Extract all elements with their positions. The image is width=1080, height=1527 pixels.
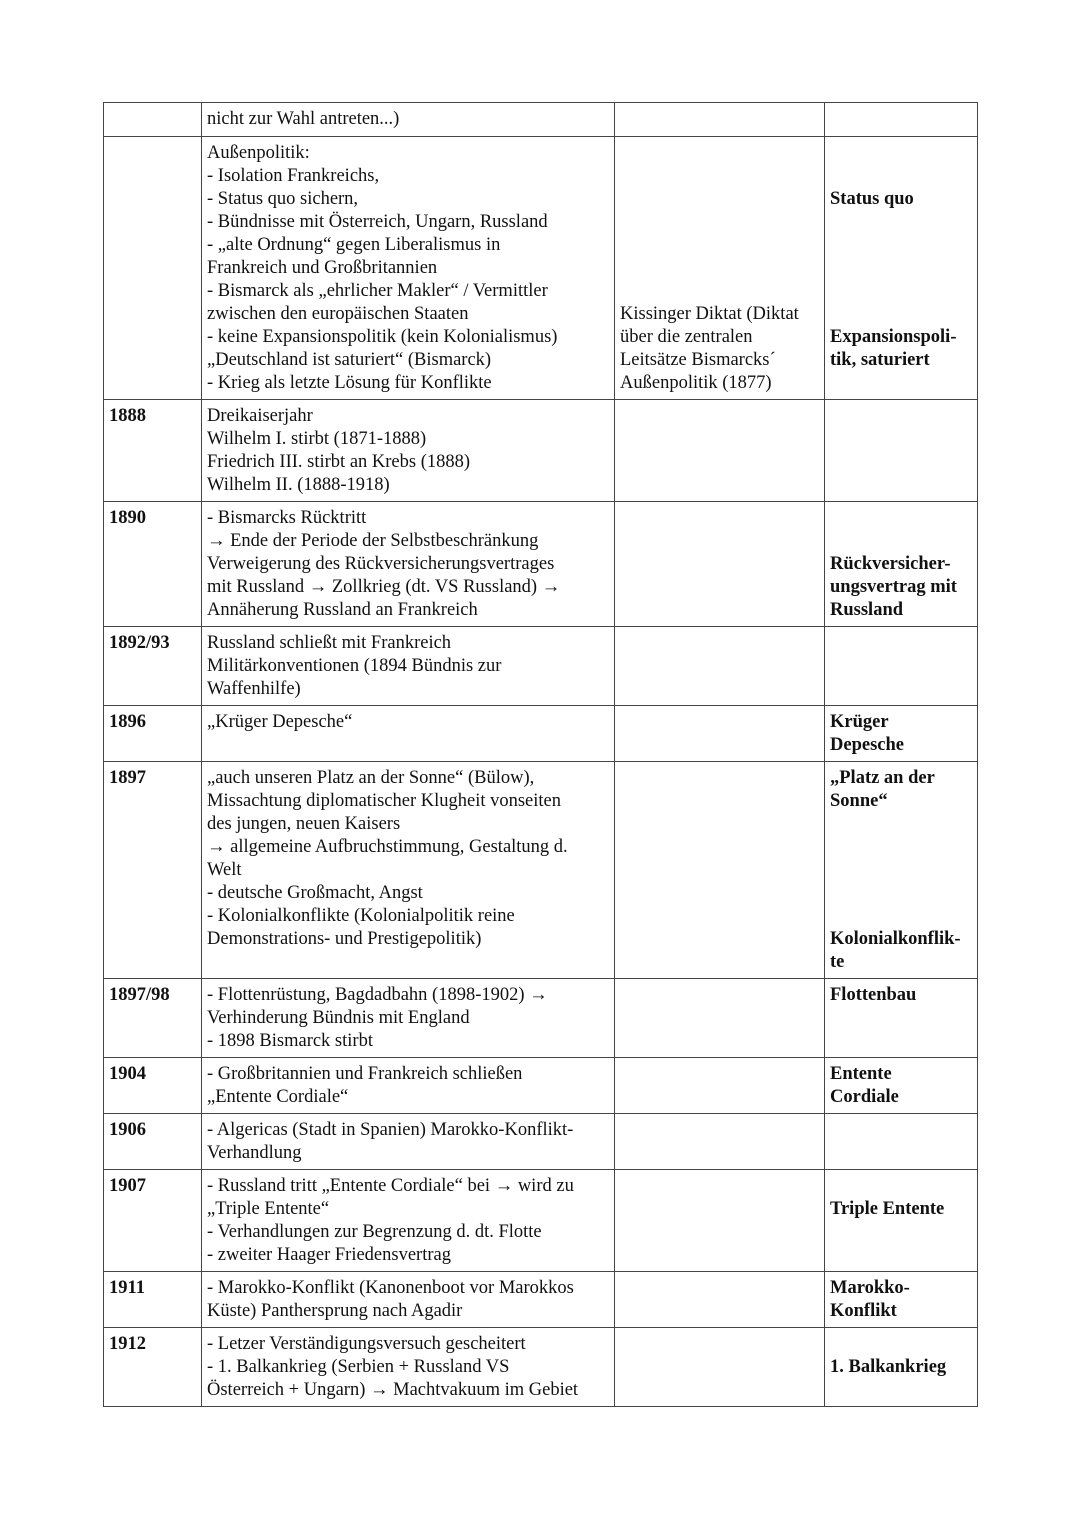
keyword-cell: Status quo Expansionspoli- tik, saturiert [825, 137, 978, 400]
year-cell [104, 103, 202, 137]
table-row [104, 706, 978, 762]
table-row [104, 1114, 978, 1170]
event-cell: „Krüger Depesche“ [202, 706, 615, 762]
source-cell [615, 979, 825, 1058]
event-cell: Dreikaiserjahr Wilhelm I. stirbt (1871-1888) Friedrich III. stirbt an Krebs (1888) Wilhelm II. (1888-1918) [202, 400, 615, 502]
year-cell: 1890 [104, 502, 202, 627]
timeline-table [103, 102, 978, 1407]
year-cell: 1906 [104, 1114, 202, 1170]
source-cell [615, 706, 825, 762]
event-cell: Russland schließt mit Frankreich Militärkonventionen (1894 Bündnis zur Waffenhilfe) [202, 627, 615, 706]
event-cell: Außenpolitik: - Isolation Frankreichs, - Status quo sichern, - Bündnisse mit Österreich, Ungarn, Russland - „alte Ordnung“ gegen Liberalismus in Frankreich und Großbritannien - Bismarck als „ehrlicher Makler“ / Vermittler zwischen den europäischen Staaten - keine Expansionspolitik (kein Kolonialismus) „Deutschland ist saturiert“ (Bismarck) - Krieg als letzte Lösung für Konflikte [202, 137, 615, 400]
table-row [104, 502, 978, 627]
keyword-cell [825, 400, 978, 502]
year-cell: 1892/93 [104, 627, 202, 706]
source-cell [615, 1114, 825, 1170]
year-cell: 1896 [104, 706, 202, 762]
event-cell: - Letzer Verständigungsversuch gescheitert - 1. Balkankrieg (Serbien + Russland VS Österreich + Ungarn) → Machtvakuum im Gebiet [202, 1328, 615, 1407]
keyword-cell: Triple Entente [825, 1170, 978, 1272]
table-row [104, 1328, 978, 1407]
event-cell: „auch unseren Platz an der Sonne“ (Bülow), Missachtung diplomatischer Klugheit vonseiten des jungen, neuen Kaisers → allgemeine Aufbruchstimmung, Gestaltung d. Welt - deutsche Großmacht, Angst - Kolonialkonflikte (Kolonialpolitik reine Demonstrations- und Prestigepolitik) [202, 762, 615, 979]
year-cell: 1907 [104, 1170, 202, 1272]
event-cell: - Algericas (Stadt in Spanien) Marokko-Konflikt- Verhandlung [202, 1114, 615, 1170]
source-cell [615, 103, 825, 137]
year-cell: 1897 [104, 762, 202, 979]
event-cell: - Marokko-Konflikt (Kanonenboot vor Marokkos Küste) Panthersprung nach Agadir [202, 1272, 615, 1328]
event-cell: - Bismarcks Rücktritt → Ende der Periode der Selbstbeschränkung Verweigerung des Rückversicherungsvertrages mit Russland → Zollkrieg (dt. VS Russland) → Annäherung Russland an Frankreich [202, 502, 615, 627]
keyword-cell: Entente Cordiale [825, 1058, 978, 1114]
table-row [104, 1272, 978, 1328]
year-cell: 1888 [104, 400, 202, 502]
year-cell: 1912 [104, 1328, 202, 1407]
keyword-cell: Rückversicher- ungsvertrag mit Russland [825, 502, 978, 627]
event-cell: - Großbritannien und Frankreich schließen „Entente Cordiale“ [202, 1058, 615, 1114]
keyword-cell: „Platz an der Sonne“ Kolonialkonflik- te [825, 762, 978, 979]
source-cell [615, 762, 825, 979]
table-row [104, 979, 978, 1058]
source-cell [615, 1170, 825, 1272]
table-row [104, 627, 978, 706]
table-row [104, 762, 978, 979]
table-row [104, 103, 978, 137]
keyword-cell: 1. Balkankrieg [825, 1328, 978, 1407]
source-cell: Kissinger Diktat (Diktat über die zentralen Leitsätze Bismarcks´ Außenpolitik (1877) [615, 137, 825, 400]
year-cell: 1897/98 [104, 979, 202, 1058]
event-cell: - Flottenrüstung, Bagdadbahn (1898-1902) → Verhinderung Bündnis mit England - 1898 Bismarck stirbt [202, 979, 615, 1058]
table-row [104, 137, 978, 400]
table-row [104, 1058, 978, 1114]
keyword-cell [825, 103, 978, 137]
keyword-cell [825, 627, 978, 706]
source-cell [615, 1272, 825, 1328]
source-cell [615, 1328, 825, 1407]
table-row [104, 1170, 978, 1272]
event-cell: - Russland tritt „Entente Cordiale“ bei → wird zu „Triple Entente“ - Verhandlungen zur Begrenzung d. dt. Flotte - zweiter Haager Friedensvertrag [202, 1170, 615, 1272]
source-cell [615, 1058, 825, 1114]
keyword-cell: Flottenbau [825, 979, 978, 1058]
event-cell: nicht zur Wahl antreten...) [202, 103, 615, 137]
year-cell: 1911 [104, 1272, 202, 1328]
keyword-cell: Krüger Depesche [825, 706, 978, 762]
keyword-cell: Marokko- Konflikt [825, 1272, 978, 1328]
table-row [104, 400, 978, 502]
year-cell [104, 137, 202, 400]
source-cell [615, 627, 825, 706]
source-cell [615, 502, 825, 627]
source-cell [615, 400, 825, 502]
year-cell: 1904 [104, 1058, 202, 1114]
keyword-cell [825, 1114, 978, 1170]
